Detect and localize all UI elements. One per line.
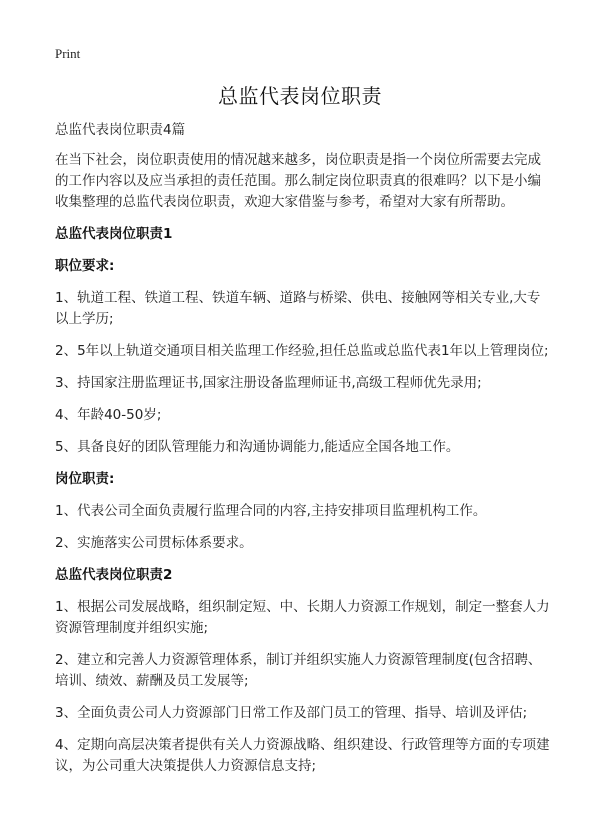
section-2-item-1: 1、根据公司发展战略，组织制定短、中、长期人力资源工作规划，制定一整套人力资源管理制度并组织实施; [55, 599, 550, 636]
requirement-item-1: 1、轨道工程、铁道工程、铁道车辆、道路与桥梁、供电、接触网等相关专业,大专以上学历; [55, 290, 541, 327]
print-link[interactable]: Print [55, 46, 81, 61]
section-1-heading: 总监代表岗位职责1 [55, 226, 173, 242]
duty-item-1: 1、代表公司全面负责履行监理合同的内容,主持安排项目监理机构工作。 [55, 503, 487, 519]
document-subtitle: 总监代表岗位职责4篇 [55, 122, 186, 138]
requirement-item-4: 4、年龄40-50岁; [55, 407, 162, 423]
requirements-heading: 职位要求: [55, 258, 115, 274]
page-title: 总监代表岗位职责 [218, 84, 382, 108]
section-2-item-4: 4、定期向高层决策者提供有关人力资源战略、组织建设、行政管理等方面的专项建议，为公司重大决策提供人力资源信息支持; [55, 737, 550, 774]
duty-item-2: 2、实施落实公司贯标体系要求。 [55, 535, 253, 551]
document-body [55, 120, 550, 788]
requirement-item-3: 3、持国家注册监理证书,国家注册设备监理师证书,高级工程师优先录用; [55, 375, 482, 391]
section-2-item-3: 3、全面负责公司人力资源部门日常工作及部门员工的管理、指导、培训及评估; [55, 705, 528, 721]
intro-paragraph: 在当下社会，岗位职责使用的情况越来越多，岗位职责是指一个岗位所需要去完成的工作内容以及应当承担的责任范围。那么制定岗位职责真的很难吗？以下是小编收集整理的总监代表岗位职责，欢迎大家借鉴与参考，希望对大家有所帮助。 [55, 152, 541, 210]
requirement-item-2: 2、5年以上轨道交通项目相关监理工作经验,担任总监或总监代表1年以上管理岗位; [55, 343, 549, 359]
requirement-item-5: 5、具备良好的团队管理能力和沟通协调能力,能适应全国各地工作。 [55, 439, 460, 455]
section-2-item-2: 2、建立和完善人力资源管理体系，制订并组织实施人力资源管理制度(包含招聘、培训、绩效、薪酬及员工发展等; [55, 652, 542, 689]
duties-heading: 岗位职责: [55, 471, 115, 487]
section-2-heading: 总监代表岗位职责2 [55, 567, 173, 583]
